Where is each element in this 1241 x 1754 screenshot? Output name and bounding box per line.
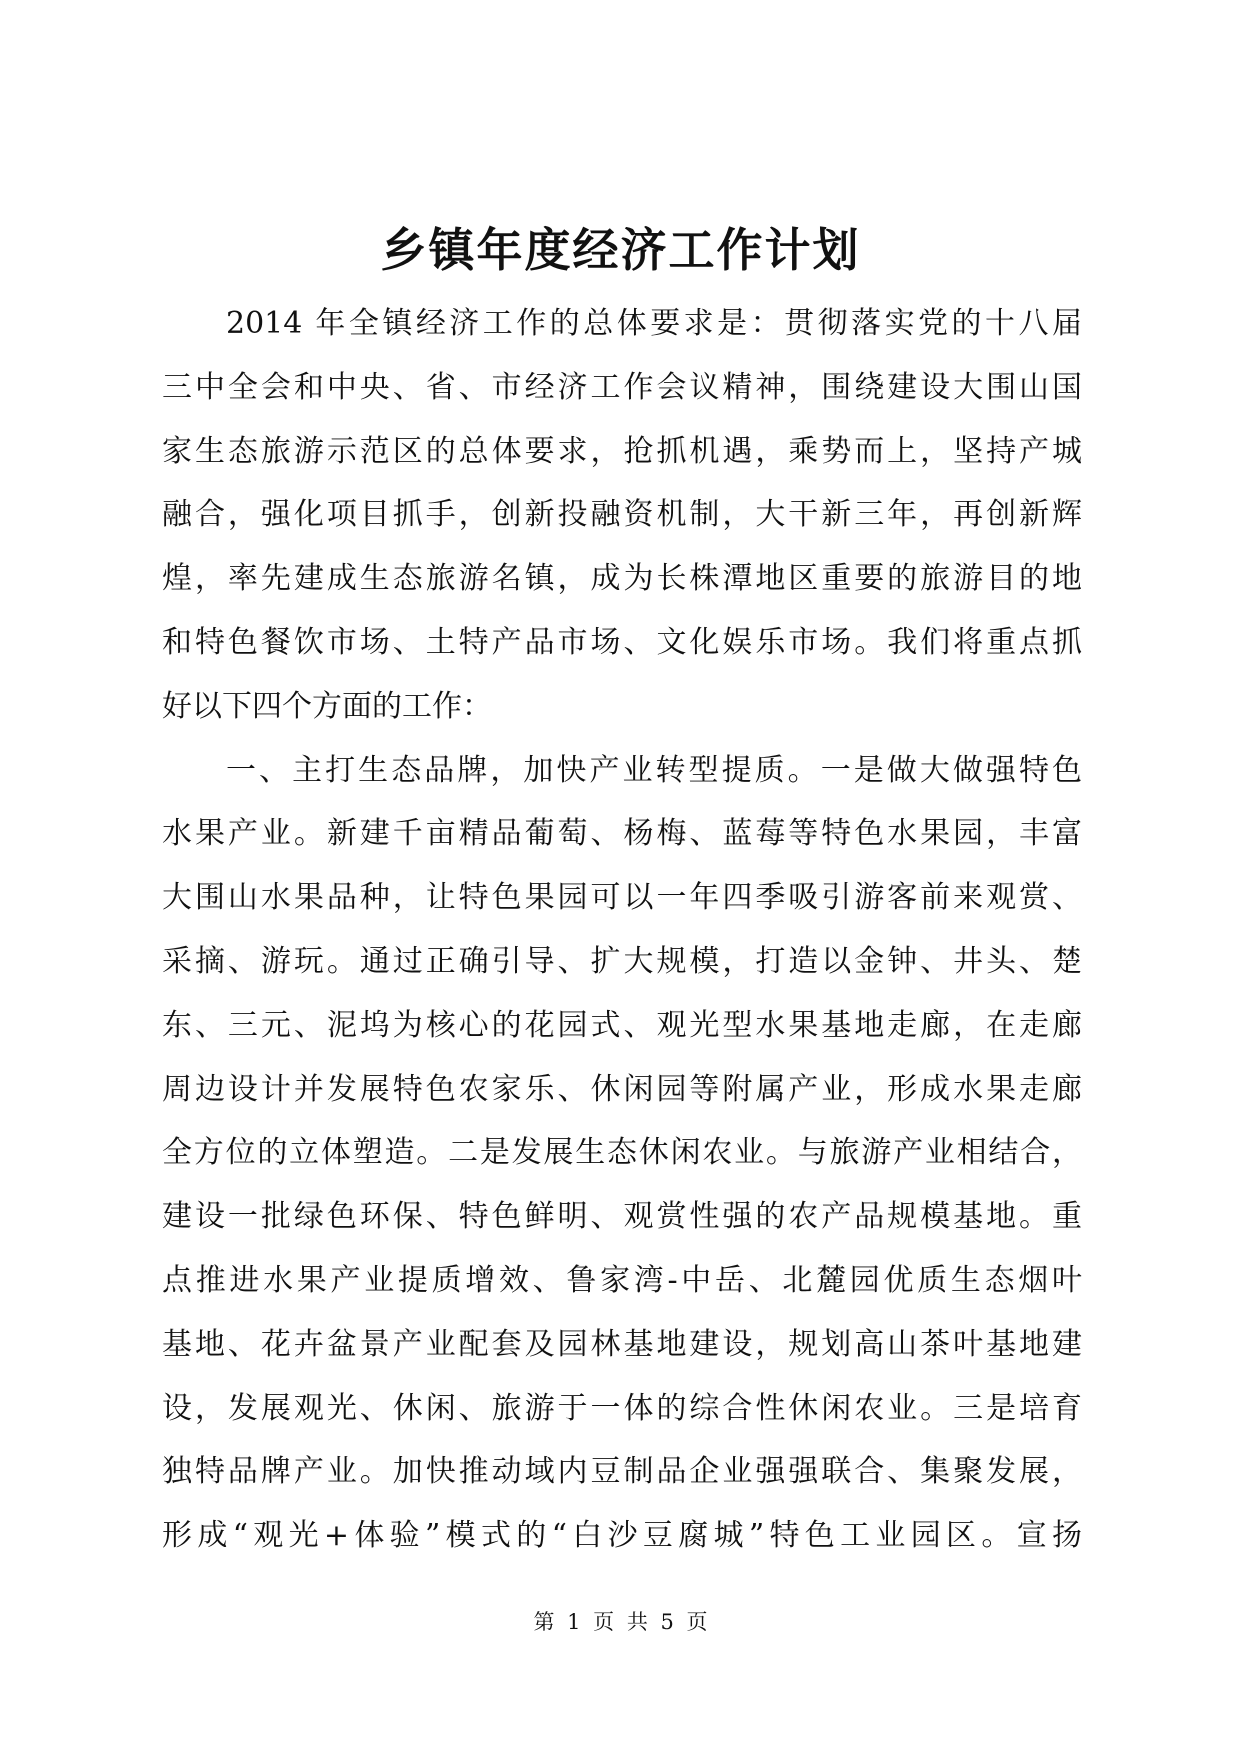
paragraph-line: 设，发展观光、休闲、旅游于一体的综合性休闲农业。三是培育: [162, 1390, 1082, 1426]
paragraph-line: 家生态旅游示范区的总体要求，抢抓机遇，乘势而上，坚持产城: [162, 433, 1082, 469]
paragraph-line: 和特色餐饮市场、土特产品市场、文化娱乐市场。我们将重点抓: [162, 624, 1082, 660]
paragraph-line: 点推进水果产业提质增效、鲁家湾-中岳、北麓园优质生态烟叶: [162, 1262, 1082, 1298]
paragraph-line: 2014 年全镇经济工作的总体要求是：贯彻落实党的十八届: [226, 306, 1082, 341]
paragraph-line: 基地、花卉盆景产业配套及园林基地建设，规划高山茶叶基地建: [162, 1326, 1082, 1362]
paragraph-line: 形成“观光+体验”模式的“白沙豆腐城”特色工业园区。宣扬: [162, 1518, 1082, 1554]
page-number-footer: 第 1 页 共 5 页: [533, 1610, 708, 1634]
paragraph-line: 水果产业。新建千亩精品葡萄、杨梅、蓝莓等特色水果园，丰富: [162, 816, 1082, 852]
paragraph-line: 一、主打生态品牌，加快产业转型提质。一是做大做强特色: [226, 752, 1082, 788]
document-title: 乡镇年度经济工作计划: [380, 223, 861, 277]
paragraph-line: 周边设计并发展特色农家乐、休闲园等附属产业，形成水果走廊: [162, 1071, 1082, 1107]
paragraph-line: 全方位的立体塑造。二是发展生态休闲农业。与旅游产业相结合，: [162, 1135, 1082, 1171]
paragraph-line: 三中全会和中央、省、市经济工作会议精神，围绕建设大围山国: [162, 369, 1082, 405]
document-body: [162, 292, 1082, 1568]
paragraph-line: 建设一批绿色环保、特色鲜明、观赏性强的农产品规模基地。重: [162, 1199, 1082, 1235]
paragraph-line: 煌，率先建成生态旅游名镇，成为长株潭地区重要的旅游目的地: [162, 561, 1082, 597]
paragraph-line: 独特品牌产业。加快推动域内豆制品企业强强联合、集聚发展，: [162, 1454, 1082, 1490]
paragraph-line: 好以下四个方面的工作：: [162, 688, 492, 724]
paragraph-line: 大围山水果品种，让特色果园可以一年四季吸引游客前来观赏、: [162, 880, 1082, 916]
paragraph-line: 采摘、游玩。通过正确引导、扩大规模，打造以金钟、井头、楚: [162, 943, 1082, 979]
paragraph-line: 融合，强化项目抓手，创新投融资机制，大干新三年，再创新辉: [162, 497, 1082, 533]
paragraph-line: 东、三元、泥坞为核心的花园式、观光型水果基地走廊，在走廊: [162, 1007, 1082, 1043]
